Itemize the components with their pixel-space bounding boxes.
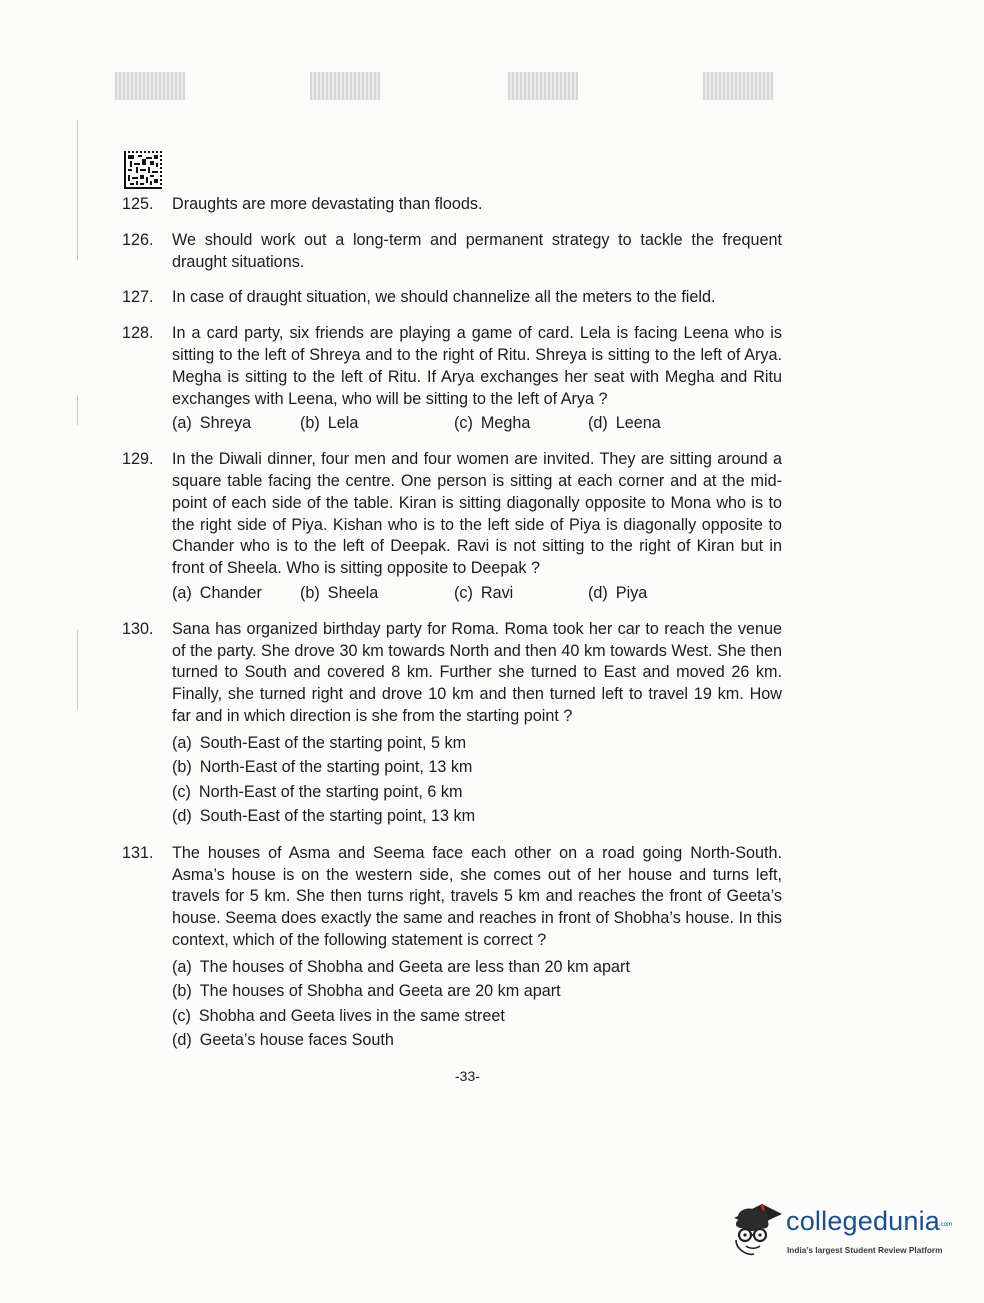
logo-wordmark: collegedunia (786, 1206, 941, 1236)
option-text: North-East of the starting point, 6 km (198, 782, 463, 801)
question-number: 125. (122, 195, 154, 213)
scan-artifact (310, 72, 380, 100)
option-text: Leena (615, 414, 661, 433)
question-number: 131. (122, 843, 154, 862)
question-126 (122, 230, 782, 274)
option-text: North-East of the starting point, 13 km (199, 758, 473, 777)
question-number: 130. (122, 619, 154, 638)
scan-artifact (508, 72, 578, 100)
page-number: -33- (455, 1068, 480, 1084)
option-a[interactable] (172, 731, 782, 756)
question-body (172, 287, 782, 309)
option-d[interactable] (172, 1028, 782, 1053)
question-text: In a card party, six friends are playing a game of card. Lela is facing Leena who is sitting to the left of Shreya and to the right of Ritu. Shreya is sitting to the left of Arya. Megha is sitting to the left of Ritu. If Arya exchanges her seat with Megha and Ritu exchanges with Leena, who will be sitting to the left of Arya ? (172, 324, 782, 408)
option-letter: (c) (454, 414, 473, 433)
question-body (172, 449, 782, 605)
option-b[interactable] (172, 979, 782, 1004)
logo-tagline: India’s largest Student Review Platform (787, 1245, 943, 1255)
option-letter: (d) (588, 583, 608, 602)
option-c[interactable] (454, 583, 588, 605)
question-list (122, 194, 782, 1067)
option-a[interactable] (172, 955, 782, 980)
question-130 (122, 619, 782, 829)
option-letter: (b) (300, 414, 320, 433)
question-127 (122, 287, 782, 309)
option-text: Shobha and Geeta lives in the same street (198, 1006, 505, 1025)
option-list (172, 413, 782, 435)
option-letter: (d) (172, 807, 192, 826)
option-letter: (c) (172, 782, 191, 801)
option-b[interactable] (172, 755, 782, 780)
option-text: Ravi (480, 583, 514, 602)
option-text: South-East of the starting point, 13 km (199, 807, 476, 826)
question-125 (122, 194, 782, 216)
option-text: Chander (199, 583, 262, 602)
option-text: Geeta’s house faces South (199, 1031, 394, 1050)
option-a[interactable] (172, 583, 300, 605)
question-body (172, 194, 782, 216)
option-letter: (a) (172, 733, 192, 752)
question-text: Sana has organized birthday party for Roma. Roma took her car to reach the venue of the party. She drove 30 km towards North and then 40 km towards West. She then turned to South and covered 8 km. Further she turned to East and moved 26 km. Finally, she turned right and drove 10 km and then turned left to travel 19 km. How far and in which direction is she from the starting point ? (172, 619, 782, 725)
scan-edge-line (77, 395, 78, 425)
question-131 (122, 843, 782, 1053)
question-text: We should work out a long-term and permanent strategy to tackle the frequent draught situations. (172, 230, 782, 271)
option-text: The houses of Shobha and Geeta are 20 km apart (199, 982, 561, 1001)
question-text: The houses of Asma and Seema face each other on a road going North-South. Asma’s house is on the western side, she comes out of her house and turns left, travels for 5 km. She then turns right, travels 5 km and reaches the front of Geeta’s house. Seema does exactly the same and reaches in front of Shobha’s house. In this context, which of the following statement is correct ? (172, 843, 782, 949)
logo-suffix: .com (939, 1222, 953, 1228)
option-letter: (c) (172, 1006, 191, 1025)
scan-edge-line (77, 630, 78, 710)
option-c[interactable] (454, 413, 588, 435)
option-letter: (c) (454, 583, 473, 602)
mascot-icon (726, 1196, 784, 1256)
option-letter: (a) (172, 414, 192, 433)
option-letter: (d) (172, 1031, 192, 1050)
option-list (172, 955, 782, 1053)
question-number: 128. (122, 324, 154, 343)
option-d[interactable] (588, 583, 647, 605)
option-letter: (a) (172, 957, 192, 976)
datamatrix-code-icon (124, 151, 162, 189)
question-number: 127. (122, 288, 154, 307)
option-letter: (b) (172, 758, 192, 777)
option-c[interactable] (172, 1004, 782, 1029)
option-text: Megha (480, 414, 531, 433)
option-letter: (b) (300, 583, 320, 602)
question-number: 129. (122, 450, 154, 469)
option-text: Sheela (327, 583, 379, 602)
option-text: Lela (327, 414, 359, 433)
collegedunia-logo[interactable] (726, 1196, 956, 1266)
option-letter: (d) (588, 414, 608, 433)
option-a[interactable] (172, 413, 300, 435)
question-body (172, 619, 782, 829)
option-text: South-East of the starting point, 5 km (199, 733, 467, 752)
scan-artifact (703, 72, 773, 100)
option-list (172, 583, 782, 605)
question-text: In case of draught situation, we should channelize all the meters to the field. (172, 288, 716, 307)
question-number: 126. (122, 230, 154, 249)
question-text: In the Diwali dinner, four men and four women are invited. They are sitting around a square table facing the centre. One person is sitting at each corner and at the mid-point of each side of the table. Kiran is sitting diagonally opposite to Mona who is to the right side of Piya. Kishan who is to the left side of Piya is diagonally opposite to Chander who is to the left of Deepak. Ravi is not sitting to the right of Kiran but in front of Sheela. Who is sitting opposite to Deepak ? (172, 450, 782, 578)
scan-edge-line (77, 120, 78, 260)
option-text: Piya (615, 583, 648, 602)
option-d[interactable] (588, 413, 661, 435)
question-128 (122, 323, 782, 435)
question-129 (122, 449, 782, 605)
option-text: Shreya (199, 414, 252, 433)
option-letter: (a) (172, 583, 192, 602)
option-c[interactable] (172, 780, 782, 805)
question-body (172, 230, 782, 274)
option-list (172, 731, 782, 829)
option-letter: (b) (172, 982, 192, 1001)
question-text: Draughts are more devastating than floods. (172, 195, 483, 213)
question-body (172, 843, 782, 1053)
option-b[interactable] (300, 413, 454, 435)
option-d[interactable] (172, 804, 782, 829)
option-text: The houses of Shobha and Geeta are less than 20 km apart (199, 957, 630, 976)
scan-artifact (115, 72, 185, 100)
option-b[interactable] (300, 583, 454, 605)
question-body (172, 323, 782, 435)
